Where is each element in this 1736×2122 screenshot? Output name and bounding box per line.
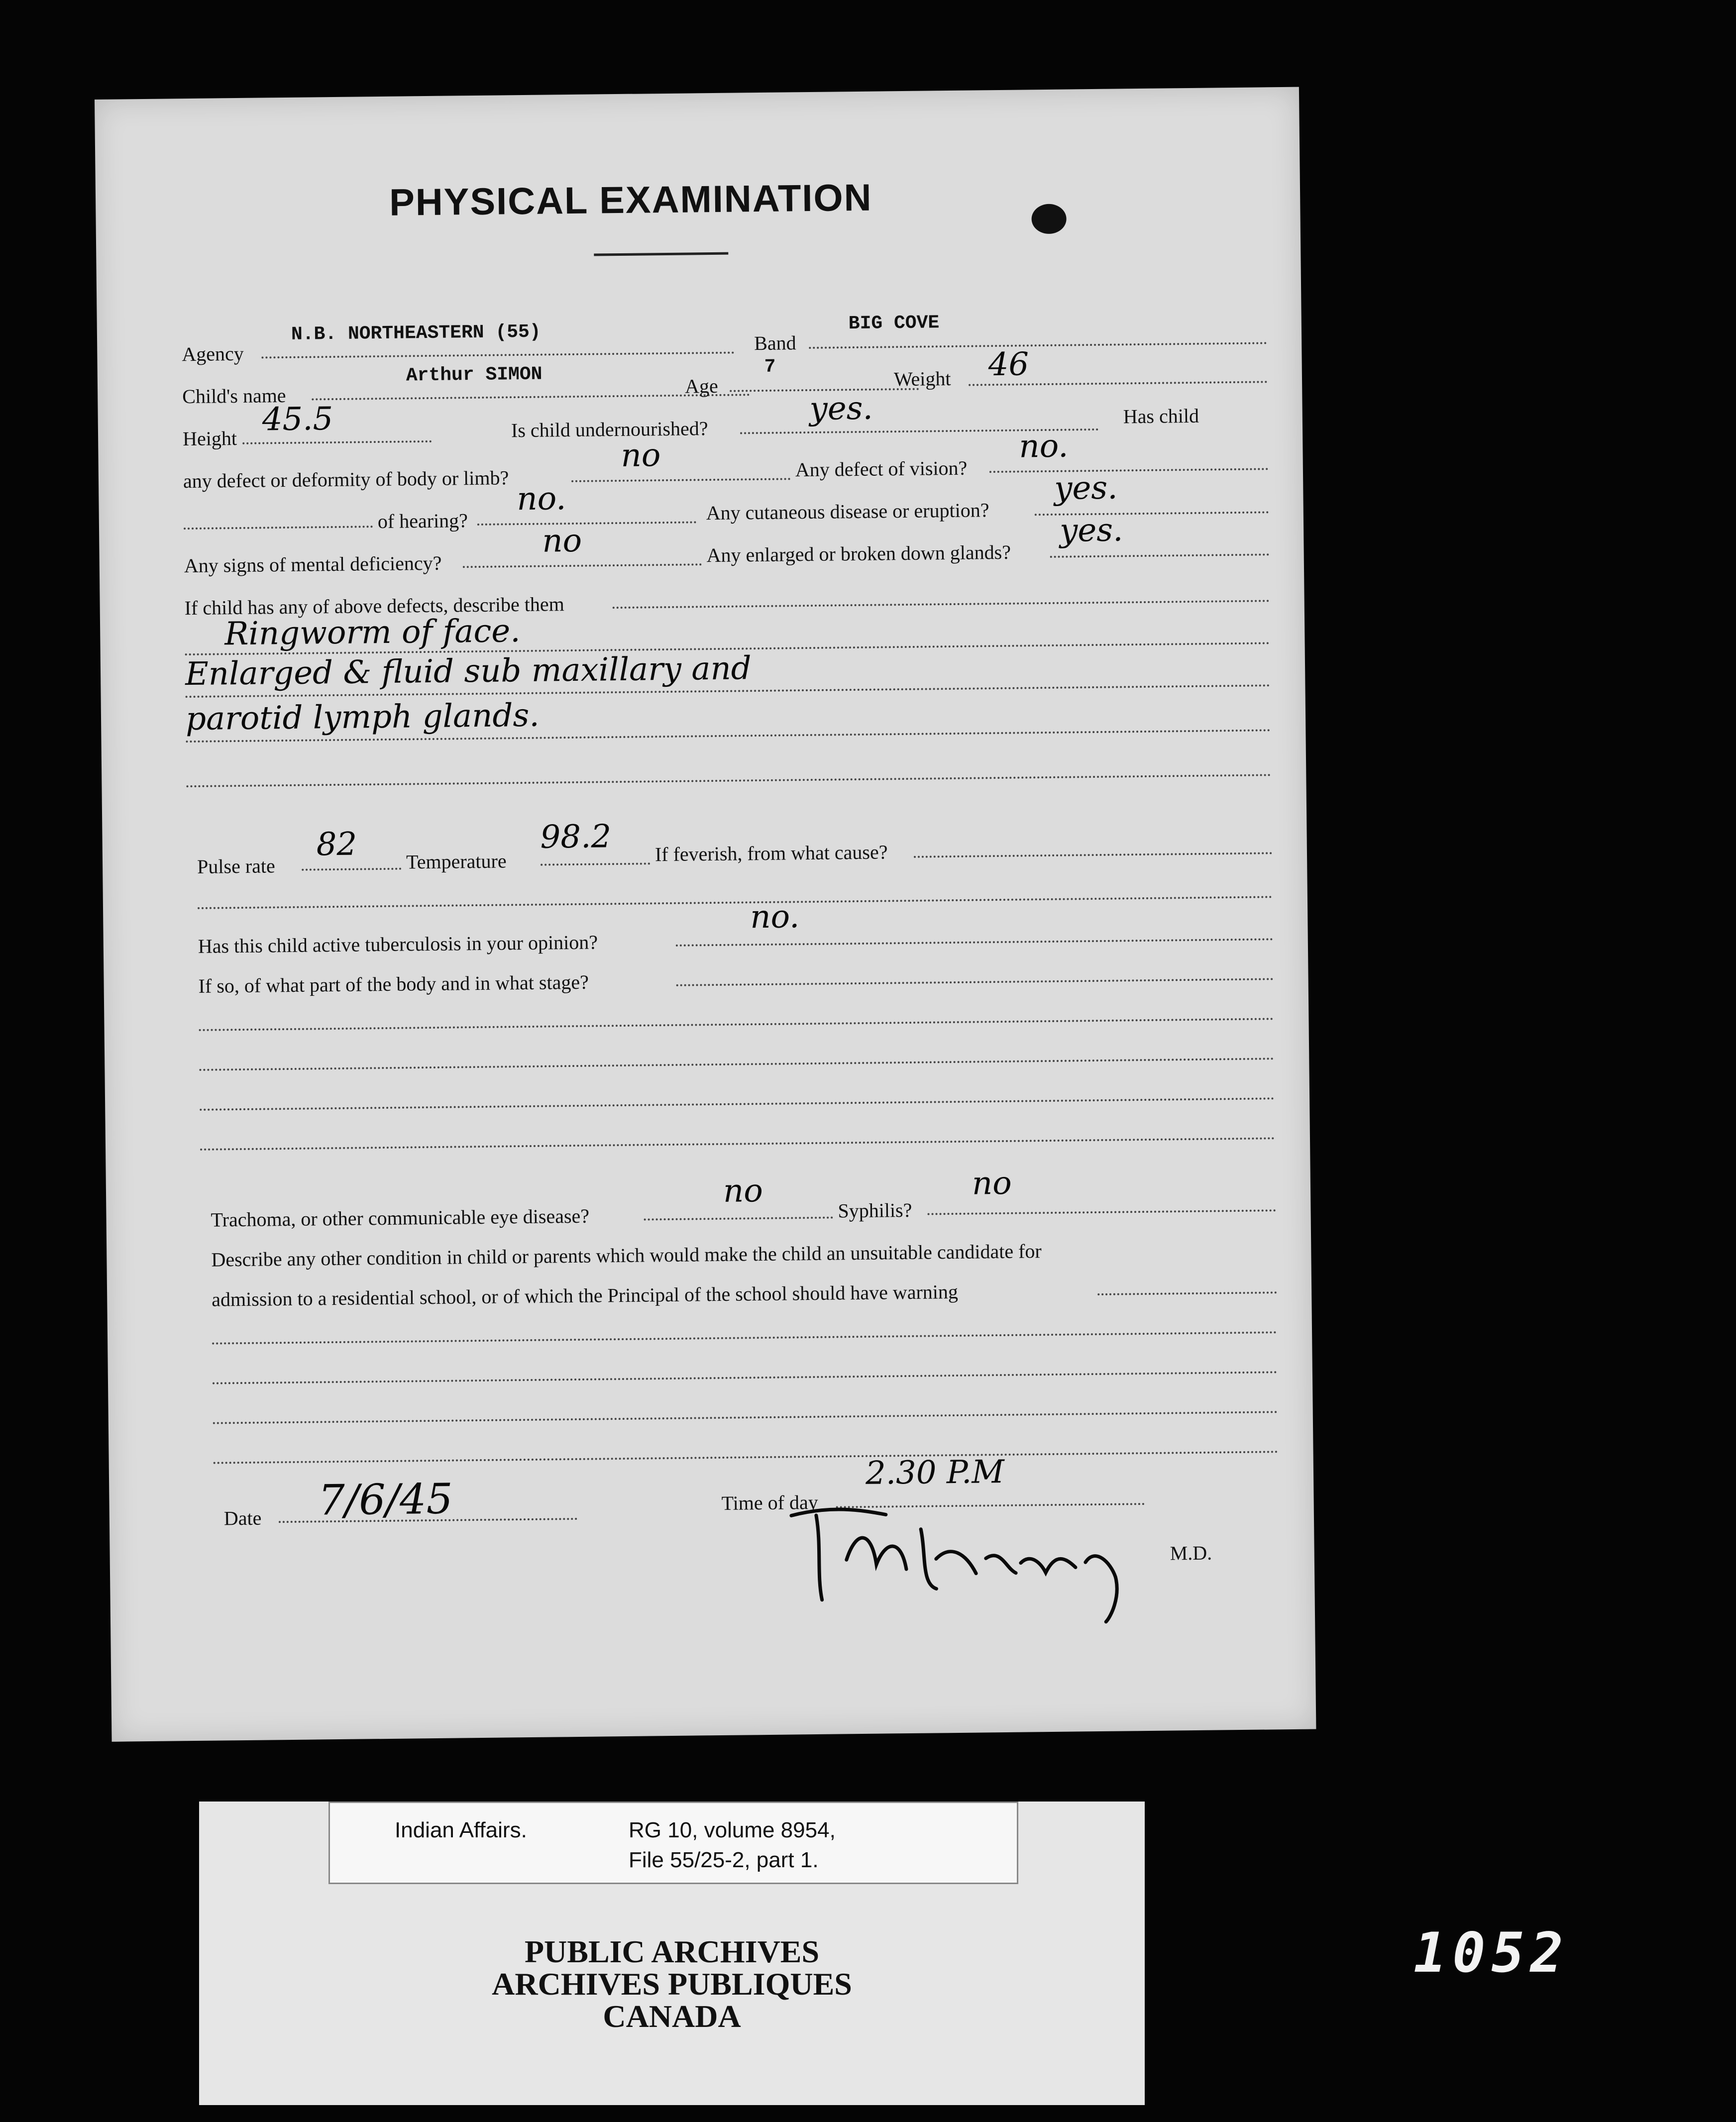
reference-line-1: RG 10, volume 8954, — [629, 1818, 836, 1842]
trachoma-line — [644, 1217, 833, 1221]
archive-name-en: PUBLIC ARCHIVES — [524, 1934, 820, 1969]
tuberculosis-value: no. — [750, 898, 800, 936]
height-value: 45.5 — [262, 401, 333, 438]
department-text: Indian Affairs. — [395, 1818, 527, 1842]
pulse-label: Pulse rate — [197, 854, 276, 878]
glands-label: Any enlarged or broken down glands? — [706, 540, 1011, 567]
other-condition-line-3 — [213, 1411, 1278, 1424]
child-name-value: Arthur SIMON — [406, 363, 542, 387]
describe-label: If child has any of above defects, describe them — [184, 593, 564, 620]
weight-label: Weight — [893, 367, 951, 391]
agency-value: N.B. NORTHEASTERN (55) — [291, 321, 541, 345]
mental-value: no — [542, 522, 582, 560]
archive-reference-box — [328, 1802, 1018, 1884]
pulse-value: 82 — [316, 826, 357, 863]
mental-label: Any signs of mental deficiency? — [184, 551, 442, 577]
defect-vision-value: no. — [1019, 427, 1069, 465]
of-hearing-label: of hearing? — [377, 509, 468, 533]
md-label: M.D. — [1170, 1541, 1212, 1565]
other-condition-line-0 — [1097, 1291, 1277, 1295]
form-sheet — [95, 87, 1316, 1742]
agency-label: Agency — [182, 342, 244, 366]
child-name-label: Child's name — [182, 384, 286, 408]
defect-body-line — [571, 478, 790, 482]
archive-label-card — [199, 1802, 1145, 2105]
time-of-day-value: 2.30 P.M — [865, 1454, 1005, 1492]
other-condition-label-2: admission to a residential school, or of which the Principal of the school should have warning — [212, 1280, 959, 1311]
hearing-value: no. — [517, 480, 566, 518]
describe-value-line2: Enlarged & fluid sub maxillary and — [185, 650, 752, 693]
pulse-line — [302, 868, 401, 871]
date-value: 7/6/45 — [318, 1474, 453, 1525]
signature-icon — [786, 1497, 1166, 1630]
glands-line — [1050, 553, 1269, 558]
feverish-line — [914, 852, 1272, 858]
cutaneous-label: Any cutaneous disease or eruption? — [706, 499, 989, 525]
frame-number: 1052 — [1413, 1921, 1569, 1985]
band-line — [809, 342, 1267, 349]
other-condition-line-2 — [213, 1371, 1278, 1384]
physician-signature — [786, 1497, 1166, 1633]
height-label: Height — [182, 427, 237, 450]
weight-value: 46 — [988, 346, 1029, 384]
age-value: 7 — [764, 356, 776, 378]
undernourished-label: Is child undernourished? — [511, 417, 708, 442]
tb-part-line-4 — [200, 1137, 1275, 1151]
describe-value-line1: Ringworm of face. — [224, 613, 521, 653]
archive-name-fr: ARCHIVES PUBLIQUES — [492, 1966, 852, 2002]
trachoma-label: Trachoma, or other communicable eye disease? — [211, 1204, 590, 1231]
temperature-label: Temperature — [406, 849, 507, 873]
cutaneous-value: yes. — [1054, 469, 1118, 507]
tb-part-line-0 — [676, 978, 1274, 986]
hearing-prefix-line — [184, 526, 373, 530]
tb-part-line-1 — [199, 1018, 1274, 1031]
temperature-value: 98.2 — [540, 818, 612, 856]
ink-blot — [1031, 204, 1067, 234]
band-label: Band — [754, 331, 796, 355]
defect-body-label: any defect or deformity of body or limb? — [183, 466, 509, 493]
syphilis-value: no — [972, 1165, 1012, 1202]
feverish-line-2 — [198, 896, 1273, 909]
defect-vision-line — [989, 468, 1268, 473]
defect-body-value: no — [621, 437, 661, 474]
glands-value: yes. — [1059, 512, 1123, 549]
age-label: Age — [684, 374, 718, 398]
describe-line-4 — [186, 774, 1271, 787]
tb-part-line-2 — [199, 1058, 1274, 1071]
mental-line — [463, 563, 702, 568]
other-condition-line-1 — [212, 1331, 1277, 1344]
syphilis-label: Syphilis? — [838, 1198, 912, 1222]
title-underline — [594, 252, 728, 256]
feverish-label: If feverish, from what cause? — [654, 841, 888, 866]
agency-line — [261, 352, 734, 359]
has-child-label: Has child — [1123, 404, 1199, 428]
reference-line-2: File 55/25-2, part 1. — [629, 1848, 819, 1872]
form-title: PHYSICAL EXAMINATION — [389, 176, 872, 224]
date-label: Date — [223, 1506, 262, 1530]
child-name-line — [312, 394, 750, 400]
time-of-day-label: Time of day — [721, 1490, 818, 1514]
defect-vision-label: Any defect of vision? — [795, 456, 968, 481]
other-condition-label-1: Describe any other condition in child or parents which would make the child an unsuitable candidate for — [211, 1240, 1042, 1271]
height-line — [242, 440, 432, 444]
other-condition-line-4 — [214, 1451, 1279, 1464]
syphilis-line — [928, 1209, 1276, 1215]
archive-country: CANADA — [603, 1999, 741, 2034]
tb-part-label: If so, of what part of the body and in what stage? — [198, 970, 589, 997]
band-value: BIG COVE — [848, 312, 940, 335]
temperature-line — [541, 862, 650, 865]
hearing-line — [477, 521, 696, 526]
trachoma-value: no — [723, 1172, 763, 1210]
tb-part-line-3 — [200, 1097, 1275, 1111]
tuberculosis-label: Has this child active tuberculosis in your opinion? — [198, 931, 598, 957]
describe-line-0 — [613, 600, 1270, 609]
describe-value-line3: parotid lymph glands. — [185, 697, 540, 738]
tuberculosis-line — [676, 938, 1273, 947]
undernourished-value: yes. — [809, 390, 873, 427]
